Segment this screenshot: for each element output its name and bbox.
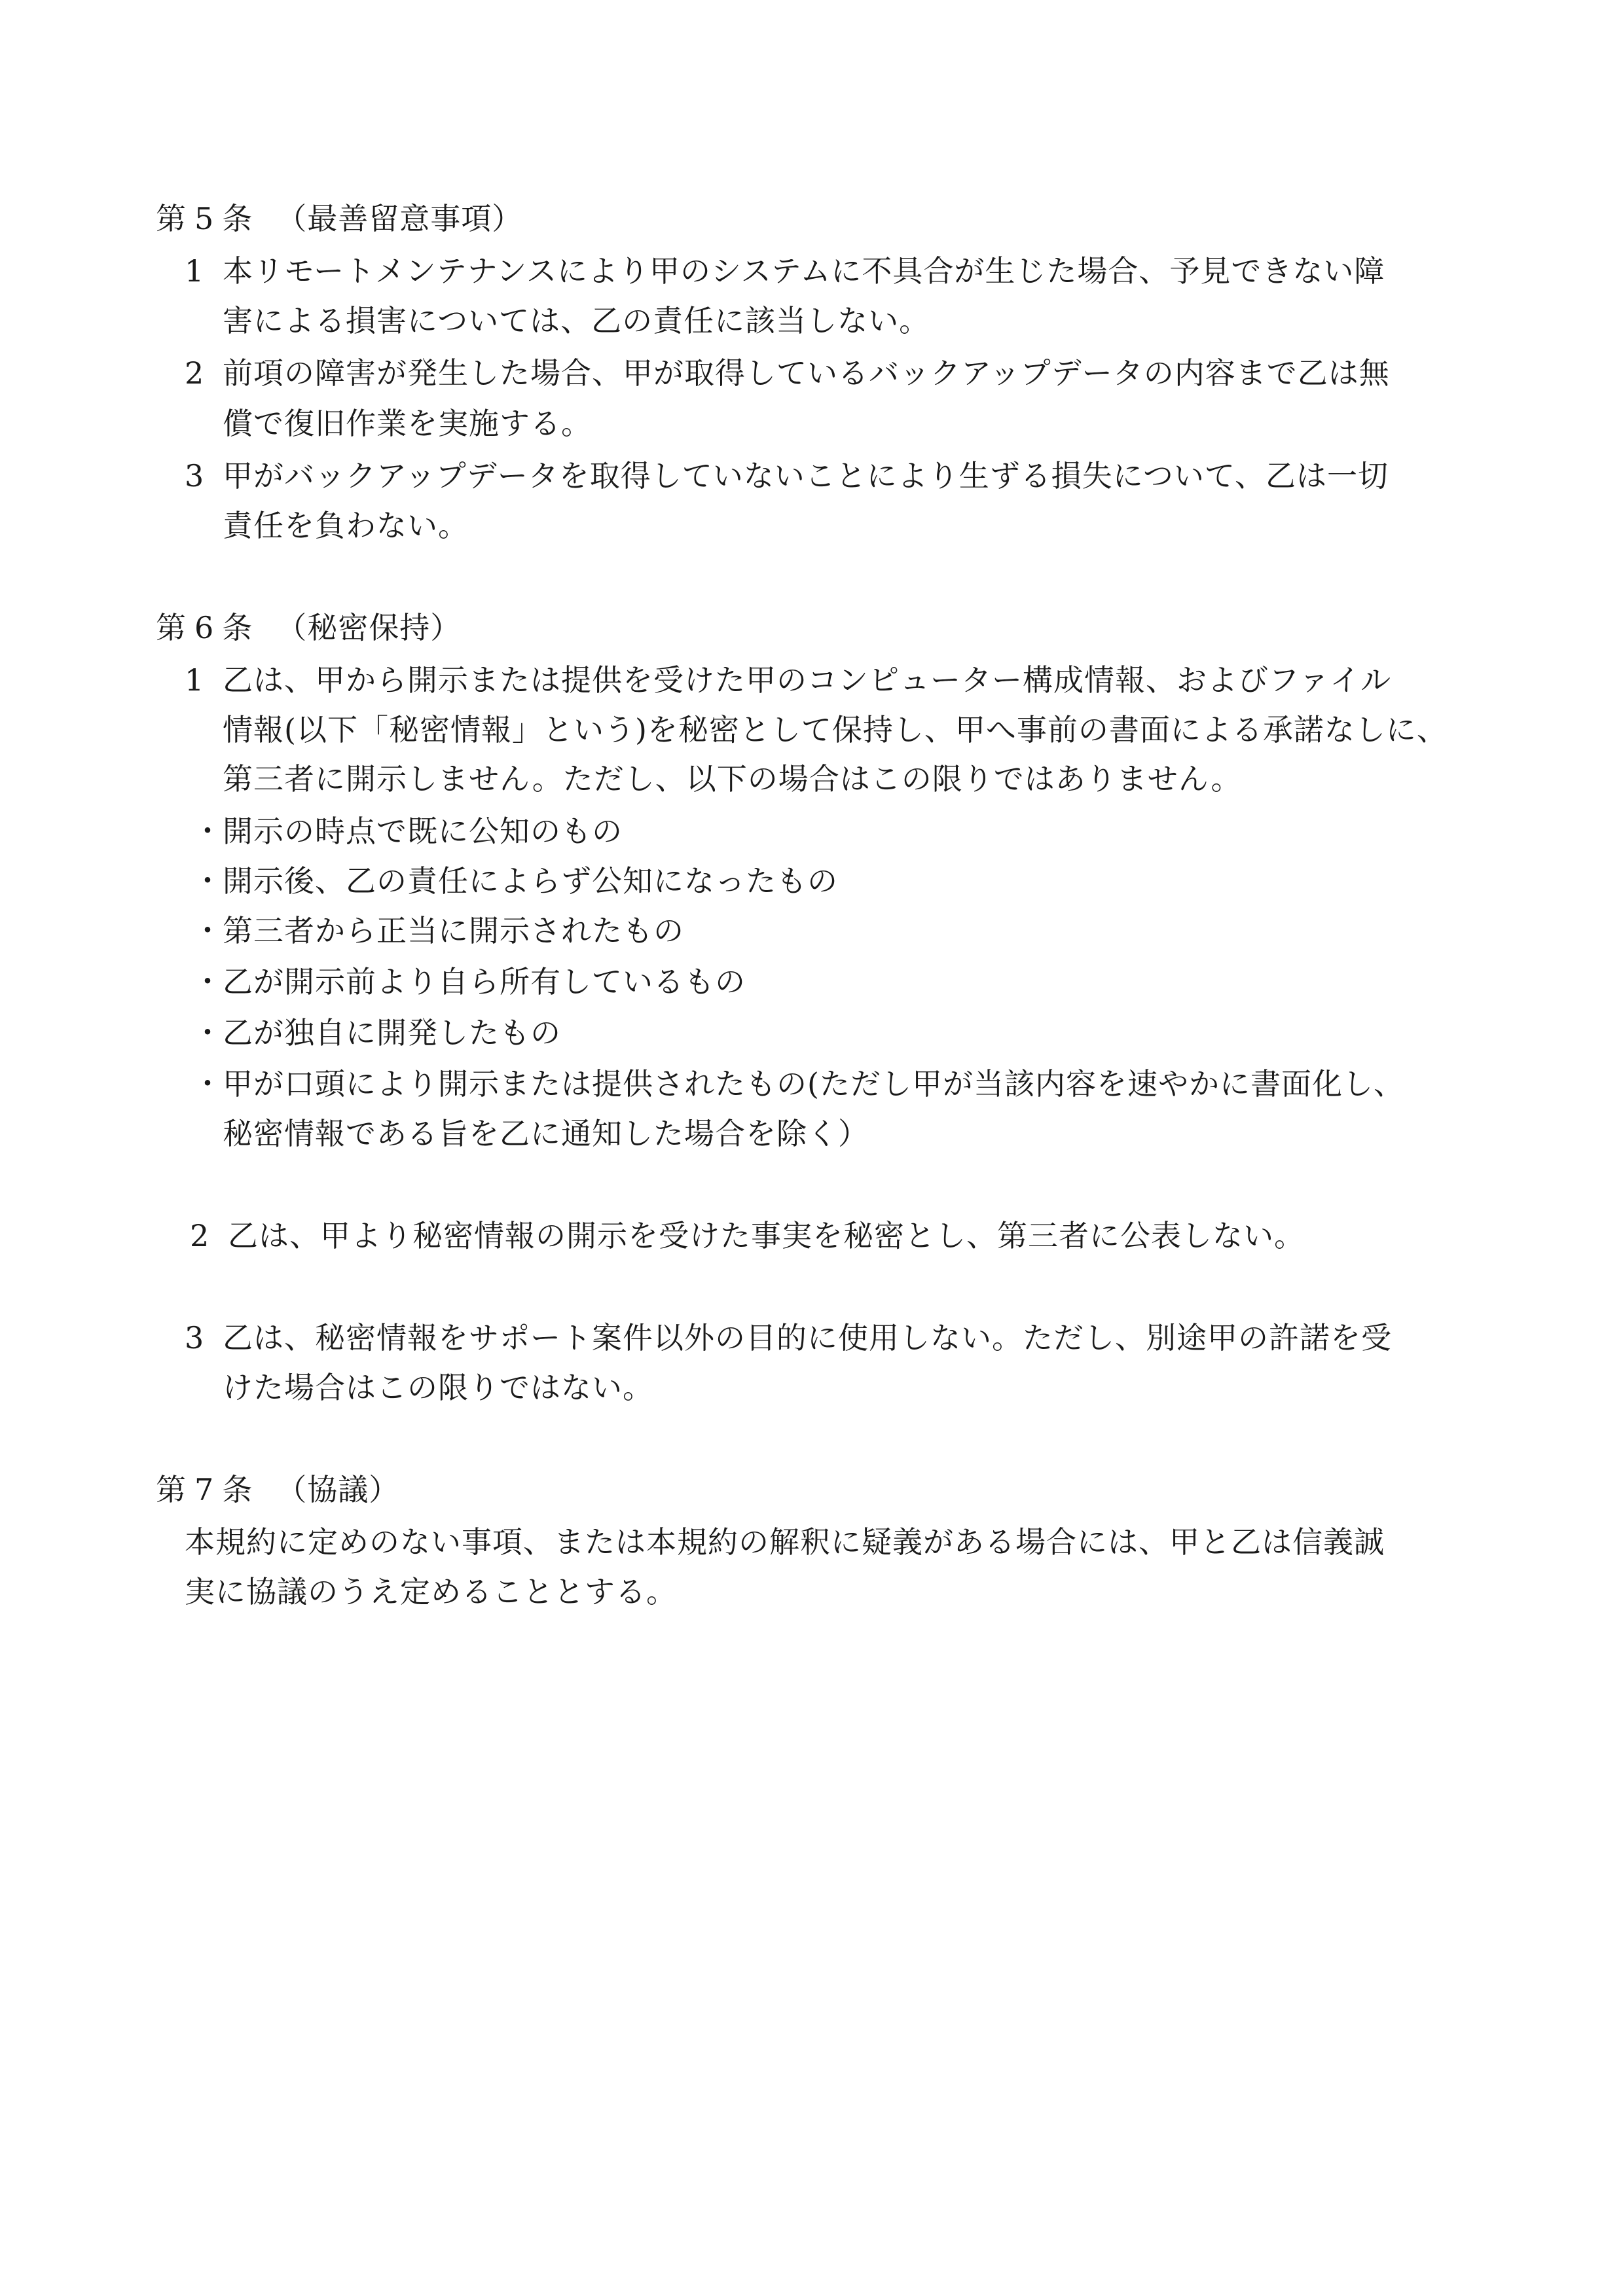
item-number: 1 bbox=[185, 253, 205, 289]
article-5-item-1-cont: 害による損害については、乙の責任に該当しない。 bbox=[223, 303, 930, 338]
article-6-heading: 第 6 条 （秘密保持） bbox=[156, 610, 462, 645]
item-text: 乙は、甲より秘密情報の開示を受けた事実を秘密とし、第三者に公表しない。 bbox=[228, 1218, 1305, 1253]
item-number: 2 bbox=[190, 1218, 210, 1253]
bullet-item: ・開示の時点で既に公知のもの bbox=[192, 812, 623, 851]
bullet-item: ・乙が開示前より自ら所有しているもの bbox=[192, 962, 746, 1001]
item-number: 3 bbox=[185, 458, 205, 493]
bullet-item: ・乙が独自に開発したもの bbox=[192, 1013, 561, 1052]
item-text: 前項の障害が発生した場合、甲が取得しているバックアップデータの内容まで乙は無 bbox=[223, 355, 1390, 391]
bullet-mark: ・ bbox=[192, 913, 223, 948]
item-number: 1 bbox=[185, 662, 205, 698]
article-5-title: （最善留意事項） bbox=[276, 201, 523, 236]
bullet-mark: ・ bbox=[192, 964, 223, 999]
article-6-item-1-cont: 情報(以下「秘密情報」という)を秘密として保持し、甲へ事前の書面による承諾なしに、 bbox=[223, 712, 1448, 747]
bullet-mark: ・ bbox=[192, 1066, 223, 1102]
item-number: 3 bbox=[185, 1320, 205, 1355]
item-number: 2 bbox=[185, 355, 205, 391]
article-6-item-1 bbox=[185, 660, 1391, 700]
item-text: 甲がバックアップデータを取得していないことにより生ずる損失について、乙は一切 bbox=[223, 458, 1389, 493]
article-7-number: 7 bbox=[194, 1472, 215, 1507]
article-5-heading: 第 5 条 （最善留意事項） bbox=[156, 201, 523, 236]
bullet-item: ・第三者から正当に開示されたもの bbox=[192, 911, 684, 950]
article-5-item-3 bbox=[185, 456, 1389, 495]
article-7-title: （協議） bbox=[276, 1472, 400, 1507]
item-text: 本リモートメンテナンスにより甲のシステムに不具合が生じた場合、予見できない障 bbox=[223, 253, 1385, 289]
item-text: 乙は、秘密情報をサポート案件以外の目的に使用しない。ただし、別途甲の許諾を受 bbox=[223, 1320, 1392, 1355]
article-6-item-3 bbox=[185, 1318, 1392, 1357]
article-5-item-1 bbox=[185, 251, 1385, 291]
article-6-item-1-cont-2: 第三者に開示しません。ただし、以下の場合はこの限りではありません。 bbox=[223, 761, 1242, 797]
bullet-item: ・開示後、乙の責任によらず公知になったもの bbox=[192, 861, 838, 901]
article-6-item-3-cont: けた場合はこの限りではない。 bbox=[223, 1370, 653, 1405]
bullet-item-cont: 秘密情報である旨を乙に通知した場合を除く） bbox=[223, 1116, 869, 1151]
article-5-item-3-cont: 責任を負わない。 bbox=[223, 508, 469, 543]
article-7-body: 本規約に定めのない事項、または本規約の解釈に疑義がある場合には、甲と乙は信義誠 bbox=[185, 1524, 1385, 1560]
article-6-title: （秘密保持） bbox=[276, 610, 462, 645]
article-5-number: 5 bbox=[194, 201, 215, 236]
bullet-mark: ・ bbox=[192, 814, 223, 849]
article-5-item-2-cont: 償で復旧作業を実施する。 bbox=[223, 406, 592, 441]
article-6-item-2 bbox=[190, 1216, 1305, 1255]
article-7-heading: 第 7 条 （協議） bbox=[156, 1472, 400, 1507]
article-7-body-cont: 実に協議のうえ定めることとする。 bbox=[185, 1574, 677, 1609]
item-text: 乙は、甲から開示または提供を受けた甲のコンピューター構成情報、およびファイル bbox=[223, 662, 1392, 698]
bullet-item: ・甲が口頭により開示または提供されたもの(ただし甲が当該内容を速やかに書面化し、 bbox=[192, 1064, 1404, 1103]
article-6-number: 6 bbox=[194, 610, 215, 645]
article-5-item-2 bbox=[185, 353, 1390, 393]
bullet-mark: ・ bbox=[192, 1015, 223, 1050]
bullet-mark: ・ bbox=[192, 863, 223, 899]
